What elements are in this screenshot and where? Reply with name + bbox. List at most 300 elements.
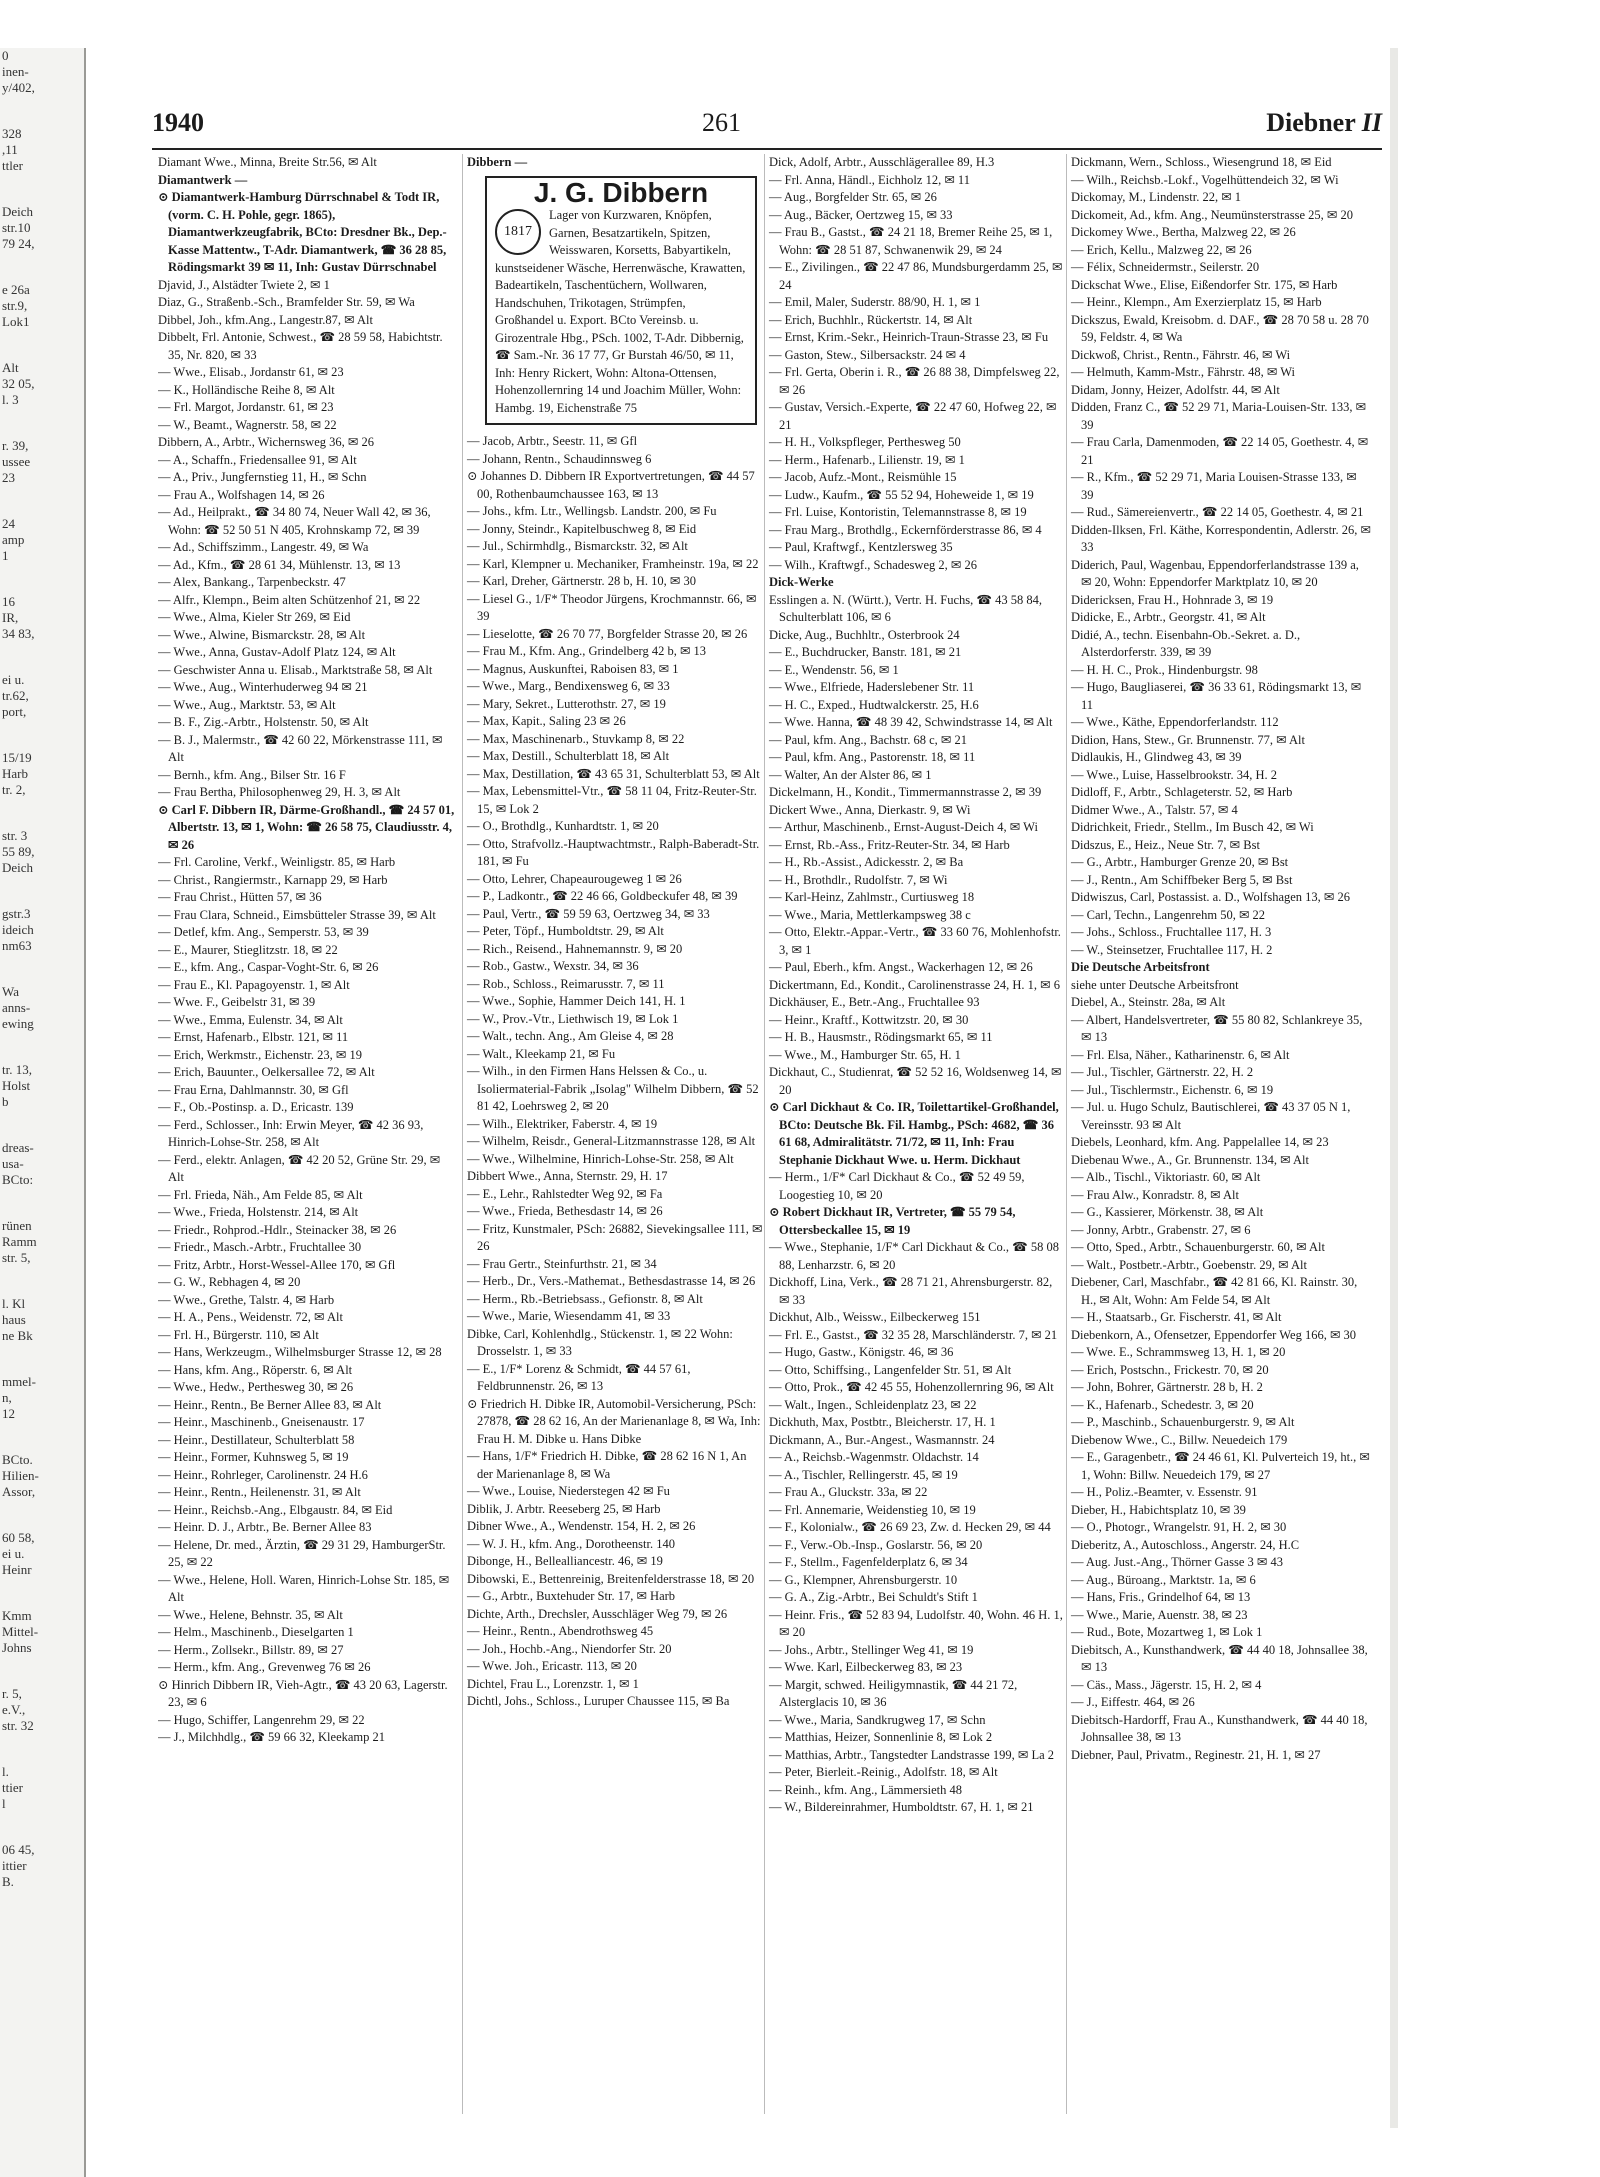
directory-entry: — Frl. H., Bürgerstr. 110, ✉ Alt: [158, 1327, 319, 1342]
directory-entry: ⊙ Johannes D. Dibbern IR Exportvertretungen, ☎ 44 57 00, Rothenbaumchaussee 163, ✉ 13: [467, 469, 755, 501]
edge-fragment: dreas-: [2, 1140, 34, 1155]
directory-entry: — Wwe., Aug., Marktstr. 53, ✉ Alt: [158, 697, 336, 712]
directory-entry: Didwiszus, Carl, Postassist. a. D., Wolfshagen 13, ✉ 26: [1071, 890, 1351, 904]
directory-entry: — Hugo, Schiffer, Langenrehm 29, ✉ 22: [158, 1712, 365, 1727]
directory-entry: — Frl. Caroline, Verkf., Weinligstr. 85, ✉ Harb: [158, 855, 396, 869]
directory-entry: — Matthias, Arbtr., Tangstedter Landstrasse 199, ✉ La 2: [769, 1747, 1055, 1762]
directory-entry: ⊙ Hinrich Dibbern IR, Vieh-Agtr., ☎ 43 20 63, Lagerstr. 23, ✉ 6: [158, 1677, 448, 1709]
edge-fragment: mmel-: [2, 1374, 36, 1389]
directory-entry: ⊙ Friedrich H. Dibke IR, Automobil-Versicherung, PSch: 27878, ☎ 28 62 16, An der Marienanlage 8, ✉ Wa, Inh: Frau H. M. Dibke u. Hans Dibke: [467, 1396, 761, 1446]
directory-entry: Didloff, F., Arbtr., Schlageterstr. 52, ✉ Harb: [1071, 785, 1293, 799]
directory-entry: — Paul, Eberh., kfm. Angst., Wackerhagen 12, ✉ 26: [769, 960, 1033, 974]
directory-entry: — Peter, Töpf., Humboldtstr. 29, ✉ Alt: [467, 924, 664, 938]
directory-entry: — Herm., Rb.-Betriebsass., Gefionstr. 8, ✉ Alt: [467, 1291, 703, 1306]
directory-entry: — Joh., Hochb.-Ang., Niendorfer Str. 20: [467, 1641, 672, 1656]
directory-entry: — Gaston, Stew., Silbersackstr. 24 ✉ 4: [769, 347, 966, 362]
edge-fragment: ei u.: [2, 672, 25, 687]
directory-entry: Dickhaut, C., Studienrat, ☎ 52 52 16, Woldsenweg 14, ✉ 20: [769, 1065, 1062, 1097]
directory-entry: — W. J. H., kfm. Ang., Dorotheenstr. 140: [467, 1536, 675, 1551]
directory-entry: — Heinr., Klempn., Am Exerzierplatz 15, ✉ Harb: [1071, 295, 1322, 309]
directory-entry: Diebener, Carl, Maschfabr., ☎ 42 81 66, Kl. Rainstr. 30, H., ✉ Alt, Wohn: Am Felde 54, ✉ Alt: [1071, 1275, 1358, 1307]
directory-entry: — Frau Gertr., Steinfurthstr. 21, ✉ 34: [467, 1256, 657, 1271]
directory-entry: Didden-Ilksen, Frl. Käthe, Korrespondentin, Adlerstr. 26, ✉ 33: [1071, 522, 1371, 554]
directory-entry: Dickhäuser, E., Betr.-Ang., Fruchtallee 93: [769, 995, 980, 1009]
directory-entry: — Bernh., kfm. Ang., Bilser Str. 16 F: [158, 767, 346, 782]
directory-entry: — Herm., kfm. Ang., Grevenweg 76 ✉ 26: [158, 1660, 371, 1674]
advertisement-box: [485, 176, 757, 426]
directory-entry: — Rich., Reisend., Hahnemannstr. 9, ✉ 20: [467, 941, 683, 956]
edge-fragment: ittier: [2, 1858, 27, 1873]
edge-spacer: [0, 720, 84, 750]
directory-entry: — Wwe., Wilhelmine, Hinrich-Lohse-Str. 258, ✉ Alt: [467, 1151, 734, 1166]
directory-entry: — Wwe., Elisab., Jordanstr 61, ✉ 23: [158, 365, 344, 379]
directory-entry: — G. A., Zig.-Arbtr., Bei Schuldt's Stift 1: [769, 1590, 978, 1604]
edge-fragment: 16: [2, 594, 15, 609]
directory-entry: — Heinr., Kraftf., Kottwitzstr. 20, ✉ 30: [769, 1012, 969, 1027]
directory-entry: — Wwe., Maria, Mettlerkampsweg 38 c: [769, 907, 971, 922]
directory-entry: — Ernst, Hafenarb., Elbstr. 121, ✉ 11: [158, 1030, 349, 1044]
edge-fragment: ,11: [2, 142, 18, 157]
column-4: [1066, 154, 1371, 2114]
directory-entry: Didam, Jonny, Heizer, Adolfstr. 44, ✉ Alt: [1071, 382, 1280, 397]
directory-entry: — Albert, Handelsvertreter, ☎ 55 80 82, Schlankreye 35, ✉ 13: [1071, 1012, 1363, 1044]
directory-entry: Diebitsch-Hardorff, Frau A., Kunsthandwerk, ☎ 44 40 18, Johnsallee 38, ✉ 13: [1071, 1712, 1368, 1744]
directory-entry: — Otto, Elektr.-Appar.-Vertr., ☎ 33 60 76, Mohlenhofstr. 3, ✉ 1: [769, 925, 1061, 957]
directory-entry: Diamantwerk —: [158, 172, 248, 187]
directory-entry: Dickomeit, Ad., kfm. Ang., Neumünsterstrasse 25, ✉ 20: [1071, 207, 1353, 222]
directory-entry: — Max, Lebensmittel-Vtr., ☎ 58 11 04, Fritz-Reuter-Str. 15, ✉ Lok 2: [467, 784, 757, 816]
directory-entry: — Johs., Arbtr., Stellinger Weg 41, ✉ 19: [769, 1642, 974, 1657]
directory-entry: — Frl. Luise, Kontoristin, Telemannstrasse 8, ✉ 19: [769, 505, 1027, 519]
directory-entry: Diebenow Wwe., C., Billw. Neuedeich 179: [1071, 1432, 1288, 1447]
directory-entry: — Frau E., Kl. Papagoyenstr. 1, ✉ Alt: [158, 977, 350, 992]
edge-fragment: 12: [2, 1406, 15, 1421]
edge-fragment: ei u.: [2, 1546, 25, 1561]
directory-entry: — Wwe., Sophie, Hammer Deich 141, H. 1: [467, 994, 686, 1008]
directory-entry: — Wwe., Aug., Winterhuderweg 94 ✉ 21: [158, 680, 368, 694]
directory-entry: — Otto, Lehrer, Chapeaurougeweg 1 ✉ 26: [467, 871, 682, 886]
directory-entry: ⊙ Carl Dickhaut & Co. IR, Toilettartikel-Großhandel, BCto: Deutsche Bk. Fil. Hambg., PSch: 4682, ☎ 36 61 68, Admiralitätstr. 71/72, ✉ 11, Inh: Frau Stephanie Dickhaut Wwe. u. Herm. Dickhaut: [769, 1100, 1059, 1167]
page-number: 261: [702, 108, 741, 137]
directory-entry: — Frl. Anna, Händl., Eichholz 12, ✉ 11: [769, 172, 970, 187]
edge-spacer: [0, 330, 84, 360]
directory-entry: — Wwe., Stephanie, 1/F* Carl Dickhaut & Co., ☎ 58 08 88, Lenharzstr. 6, ✉ 20: [769, 1240, 1059, 1272]
edge-fragment: e 26a: [2, 282, 30, 297]
directory-entry: — Ludw., Kaufm., ☎ 55 52 94, Hoheweide 1, ✉ 19: [769, 487, 1034, 502]
directory-entry: — Johs., kfm. Ltr., Wellingsb. Landstr. 200, ✉ Fu: [467, 504, 717, 518]
directory-entry: — Wwe., Helene, Holl. Waren, Hinrich-Lohse Str. 185, ✉ Alt: [158, 1572, 450, 1604]
directory-entry: — Fritz, Kunstmaler, PSch: 26882, Sievekingsallee 111, ✉ 26: [467, 1221, 763, 1253]
edge-spacer: [0, 1734, 84, 1764]
directory-entry: — Herb., Dr., Vers.-Mathemat., Bethesdastrasse 14, ✉ 26: [467, 1274, 756, 1288]
edge-fragment: Hilien-: [2, 1468, 39, 1483]
directory-entry: Didié, A., techn. Eisenbahn-Ob.-Sekret. a. D., Alsterdorferstr. 339, ✉ 39: [1071, 627, 1301, 659]
edge-spacer: [0, 798, 84, 828]
directory-entry: — Hugo, Gastw., Königstr. 46, ✉ 36: [769, 1345, 954, 1359]
directory-entry: Dickszus, Ewald, Kreisobm. d. DAF., ☎ 28 70 58 u. 28 70 59, Feldstr. 4, ✉ Wa: [1071, 312, 1369, 344]
directory-entry: Dicke, Aug., Buchhltr., Osterbrook 24: [769, 627, 960, 642]
edge-fragment: e.V.,: [2, 1702, 26, 1717]
edge-spacer: [0, 1656, 84, 1686]
directory-entry: — Reinh., kfm. Ang., Lämmersieth 48: [769, 1782, 963, 1797]
directory-entry: — W., Bildereinrahmer, Humboldtstr. 67, H. 1, ✉ 21: [769, 1800, 1034, 1814]
edge-fragment: amp: [2, 532, 25, 547]
edge-spacer: [0, 1812, 84, 1842]
edge-fragment: 328: [2, 126, 22, 141]
edge-fragment: Heinr: [2, 1562, 32, 1577]
directory-entry: — Otto, Strafvollz.-Hauptwachtmstr., Ralph-Baberadt-Str. 181, ✉ Fu: [467, 836, 760, 868]
directory-entry: — Johs., Schloss., Fruchtallee 117, H. 3: [1071, 925, 1272, 939]
directory-entry: — A., Schaffn., Friedensallee 91, ✉ Alt: [158, 452, 357, 467]
edge-fragment: BCto:: [2, 1172, 34, 1187]
directory-entry: — Félix, Schneidermstr., Seilerstr. 20: [1071, 260, 1260, 274]
edge-fragment: 79 24,: [2, 236, 35, 251]
directory-entry: — Wwe. Hanna, ☎ 48 39 42, Schwindstrasse 14, ✉ Alt: [769, 715, 1053, 729]
edge-spacer: [0, 486, 84, 516]
directory-entry: — H. B., Hausmstr., Rödingsmarkt 65, ✉ 11: [769, 1030, 993, 1044]
directory-entry: — W., Prov.-Vtr., Liethwisch 19, ✉ Lok 1: [467, 1011, 679, 1026]
directory-entry: Die Deutsche Arbeitsfront: [1071, 960, 1210, 974]
directory-entry: — Hans, Werkzeugm., Wilhelmsburger Strasse 12, ✉ 28: [158, 1345, 442, 1359]
directory-entry: — K., Holländische Reihe 8, ✉ Alt: [158, 382, 335, 397]
directory-entry: — E., Garagenbetr., ☎ 24 46 61, Kl. Pulverteich 19, ht., ✉ 1, Wohn: Billw. Neuedeich 179, ✉ 27: [1071, 1450, 1370, 1482]
directory-entry: — Wilh., in den Firmen Hans Helssen & Co., u. Isoliermaterial-Fabrik „Isolag" Wilhelm Dibbern, ☎ 52 81 42, Loehrsweg 2, ✉ 20: [467, 1064, 759, 1113]
edge-fragment: Mittel-: [2, 1624, 39, 1639]
edge-fragment: r. 5,: [2, 1686, 22, 1701]
directory-entry: — H. C., Exped., Hudtwalckerstr. 25, H.6: [769, 697, 979, 712]
directory-entry: — E., 1/F* Lorenz & Schmidt, ☎ 44 57 61, Feldbrunnenstr. 26, ✉ 13: [467, 1361, 691, 1393]
directory-entry: — Paul, Kraftwgf., Kentzlersweg 35: [769, 540, 953, 554]
directory-entry: — Jacob, Aufz.-Mont., Reismühle 15: [769, 470, 957, 484]
directory-entry: — J., Milchhdlg., ☎ 59 66 32, Kleekamp 21: [158, 1730, 386, 1744]
edge-fragment: 1: [2, 548, 9, 563]
directory-entry: Diaz, G., Straßenb.-Sch., Bramfelder Str. 59, ✉ Wa: [158, 295, 415, 309]
directory-entry: — Frau Alw., Konradstr. 8, ✉ Alt: [1071, 1187, 1239, 1202]
directory-entry: — Alfr., Klempn., Beim alten Schützenhof 21, ✉ 22: [158, 592, 421, 607]
edge-fragment: Ramm: [2, 1234, 37, 1249]
directory-entry: Dichte, Arth., Drechsler, Ausschläger Weg 79, ✉ 26: [467, 1606, 728, 1621]
edge-fragment: ideich: [2, 922, 34, 937]
directory-entry: — H., Staatsarb., Gr. Fischerstr. 41, ✉ Alt: [1071, 1310, 1282, 1324]
edge-fragment: IR,: [2, 610, 19, 625]
edge-fragment: y/402,: [2, 80, 35, 95]
directory-entry: Didericksen, Frau H., Hohnrade 3, ✉ 19: [1071, 592, 1274, 607]
directory-entry: Dickert Wwe., Anna, Dierkastr. 9, ✉ Wi: [769, 802, 971, 817]
directory-entry: — Heinr., Rentn., Heilenenstr. 31, ✉ Alt: [158, 1485, 361, 1499]
directory-entry: — W., Steinsetzer, Fruchtallee 117, H. 2: [1071, 942, 1273, 957]
directory-entry: — Peter, Bierleit.-Reinig., Adolfstr. 18, ✉ Alt: [769, 1765, 998, 1779]
directory-entry: — Heinr., Maschinenb., Gneisenaustr. 17: [158, 1415, 365, 1429]
directory-entry: — F., Kolonialw., ☎ 26 69 23, Zw. d. Hecken 29, ✉ 44: [769, 1520, 1051, 1534]
edge-fragment: str. 5,: [2, 1250, 31, 1265]
directory-entry: ⊙ Robert Dickhaut IR, Vertreter, ☎ 55 79 54, Ottersbeckallee 15, ✉ 19: [769, 1205, 1016, 1237]
edge-spacer: [0, 954, 84, 984]
directory-entry: — Max, Destillation, ☎ 43 65 31, Schulterblatt 53, ✉ Alt: [467, 766, 760, 781]
directory-entry: Dibke, Carl, Kohlenhdlg., Stückenstr. 1, ✉ 22 Wohn: Drosselstr. 1, ✉ 33: [467, 1326, 733, 1358]
directory-entry: — H., Rb.-Assist., Adickesstr. 2, ✉ Ba: [769, 855, 964, 869]
directory-entry: — Jacob, Arbtr., Seestr. 11, ✉ Gfl: [467, 434, 638, 448]
directory-entry: Diderich, Paul, Wagenbau, Eppendorferlandstrasse 139 a, ✉ 20, Wohn: Eppendorfer Marktplatz 10, ✉ 20: [1071, 557, 1359, 589]
edge-spacer: [0, 1110, 84, 1140]
edge-fragment: b: [2, 1094, 9, 1109]
directory-entry: — Hans, kfm. Ang., Röperstr. 6, ✉ Alt: [158, 1362, 353, 1377]
edge-fragment: l. Kl: [2, 1296, 26, 1311]
directory-entry: — Wwe., Frieda, Holstenstr. 214, ✉ Alt: [158, 1205, 359, 1219]
directory-entry: — Helene, Dr. med., Ärztin, ☎ 29 31 29, HamburgerStr. 25, ✉ 22: [158, 1537, 446, 1569]
directory-entry: Diebitsch, A., Kunsthandwerk, ☎ 44 40 18, Johnsallee 38, ✉ 13: [1071, 1642, 1368, 1674]
directory-entry: — Wwe. Karl, Eilbeckerweg 83, ✉ 23: [769, 1660, 963, 1674]
directory-entry: — Erich, Postschn., Frickestr. 70, ✉ 20: [1071, 1362, 1269, 1377]
directory-entry: — Mary, Sekret., Lutterothstr. 27, ✉ 19: [467, 696, 666, 711]
directory-entry: — Herm., Hafenarb., Lilienstr. 19, ✉ 1: [769, 452, 965, 467]
edge-fragment: Kmm: [2, 1608, 32, 1623]
directory-entry: — G., Klempner, Ahrensburgerstr. 10: [769, 1572, 958, 1587]
edge-fragment: Holst: [2, 1078, 31, 1093]
directory-entry: Djavid, J., Alstädter Twiete 2, ✉ 1: [158, 277, 330, 292]
directory-entry: — Karl, Klempner u. Mechaniker, Framheinstr. 19a, ✉ 22: [467, 556, 759, 571]
directory-entry: — John, Bohrer, Gärtnerstr. 28 b, H. 2: [1071, 1380, 1263, 1394]
directory-entry: — Detlef, kfm. Ang., Semperstr. 53, ✉ 39: [158, 925, 369, 939]
directory-entry: — Erich, Buchhlr., Rückertstr. 14, ✉ Alt: [769, 312, 973, 327]
edge-fragment: BCto.: [2, 1452, 33, 1467]
directory-entry: — A., Tischler, Rellingerstr. 45, ✉ 19: [769, 1467, 958, 1482]
directory-entry: — Otto, Sped., Arbtr., Schauenburgerstr. 60, ✉ Alt: [1071, 1240, 1325, 1254]
directory-entry: — W., Beamt., Wagnerstr. 58, ✉ 22: [158, 417, 337, 432]
directory-entry: — Frl. Margot, Jordanstr. 61, ✉ 23: [158, 400, 334, 414]
directory-entry: — H., Poliz.-Beamter, v. Essenstr. 91: [1071, 1485, 1258, 1499]
edge-fragment: haus: [2, 1312, 26, 1327]
edge-spacer: [0, 1344, 84, 1374]
directory-entry: Diblik, J. Arbtr. Reeseberg 25, ✉ Harb: [467, 1501, 661, 1516]
directory-entry: — Arthur, Maschinenb., Ernst-August-Deich 4, ✉ Wi: [769, 820, 1038, 834]
directory-entry: — Erich, Werkmstr., Eichenstr. 23, ✉ 19: [158, 1047, 362, 1062]
directory-entry: Didicke, E., Arbtr., Georgstr. 41, ✉ Alt: [1071, 610, 1266, 624]
edge-spacer: [0, 564, 84, 594]
edge-fragment: ttier: [2, 1780, 23, 1795]
directory-entry: — Ad., Kfm., ☎ 28 61 34, Mühlenstr. 13, ✉ 13: [158, 557, 401, 572]
directory-entry: — Frau B., Gastst., ☎ 24 21 18, Bremer Reihe 25, ✉ 1, Wohn: ☎ 28 51 87, Schwanenwik 29, ✉ 24: [769, 225, 1053, 257]
running-head: [1266, 108, 1382, 138]
directory-entry: — Carl, Techn., Langenrehm 50, ✉ 22: [1071, 907, 1266, 922]
page-shadow: [1390, 48, 1398, 2128]
directory-entry: Diebenau Wwe., A., Gr. Brunnenstr. 134, ✉ Alt: [1071, 1152, 1309, 1167]
directory-entry: — H. H. C., Prok., Hindenburgstr. 98: [1071, 662, 1258, 677]
directory-entry: — Wwe. Joh., Ericastr. 113, ✉ 20: [467, 1659, 637, 1673]
edge-fragment: usa-: [2, 1156, 24, 1171]
edge-spacer: [0, 1578, 84, 1608]
directory-entry: Dickomay, M., Lindenstr. 22, ✉ 1: [1071, 190, 1242, 204]
edge-spacer: [0, 1422, 84, 1452]
directory-entry: — P., Maschinb., Schauenburgerstr. 9, ✉ Alt: [1071, 1415, 1295, 1429]
directory-entry: — Wwe., Anna, Gustav-Adolf Platz 124, ✉ Alt: [158, 645, 396, 659]
directory-entry: — F., Stellm., Fagenfelderplatz 6, ✉ 34: [769, 1555, 968, 1569]
directory-entry: — Wwe. E., Schrammsweg 13, H. 1, ✉ 20: [1071, 1345, 1286, 1359]
edge-spacer: [0, 1500, 84, 1530]
directory-entry: — Helm., Maschinenb., Dieselgarten 1: [158, 1625, 354, 1639]
directory-entry: — Ernst, Rb.-Ass., Fritz-Reuter-Str. 34, ✉ Harb: [769, 837, 1010, 852]
directory-entry: — Ernst, Krim.-Sekr., Heinrich-Traun-Strasse 23, ✉ Fu: [769, 330, 1049, 344]
edge-fragment: tr.62,: [2, 688, 29, 703]
directory-entry: Dibbern, A., Arbtr., Wichernsweg 36, ✉ 26: [158, 435, 374, 449]
edge-spacer: [0, 174, 84, 204]
edge-fragment: tr. 13,: [2, 1062, 32, 1077]
directory-entry: — Max, Kapit., Saling 23 ✉ 26: [467, 714, 626, 728]
directory-entry: — E., Lehr., Rahlstedter Weg 92, ✉ Fa: [467, 1186, 663, 1201]
directory-entry: — Wwe., Emma, Eulenstr. 34, ✉ Alt: [158, 1012, 343, 1027]
directory-entry: — Johann, Rentn., Schaudinnsweg 6: [467, 451, 652, 466]
directory-entry: Diamant Wwe., Minna, Breite Str.56, ✉ Alt: [158, 155, 377, 169]
directory-entry: — Wwe., Hedw., Perthesweg 30, ✉ 26: [158, 1380, 354, 1394]
directory-entry: — Christ., Rangiermstr., Karnapp 29, ✉ Harb: [158, 872, 388, 887]
directory-entry: Diebels, Leonhard, kfm. Ang. Pappelallee 14, ✉ 23: [1071, 1135, 1329, 1149]
column-2: [462, 154, 763, 2114]
directory-entry: — Heinr. D. J., Arbtr., Be. Berner Allee 83: [158, 1520, 372, 1534]
directory-entry: — Otto, Schiffsing., Langenfelder Str. 51, ✉ Alt: [769, 1362, 1012, 1377]
directory-entry: siehe unter Deutsche Arbeitsfront: [1071, 977, 1239, 992]
directory-entry: — Wilhelm, Reisdr., General-Litzmannstrasse 128, ✉ Alt: [467, 1134, 756, 1148]
directory-entry: — Wwe., M., Hamburger Str. 65, H. 1: [769, 1047, 961, 1062]
directory-entry: — Jonny, Steindr., Kapitelbuschweg 8, ✉ Eid: [467, 521, 697, 536]
edge-fragment: Wa: [2, 984, 19, 999]
directory-entry: Dickschat Wwe., Elise, Eißendorfer Str. 175, ✉ Harb: [1071, 277, 1338, 292]
directory-entry: — Frau Carla, Damenmoden, ☎ 22 14 05, Goethestr. 4, ✉ 21: [1071, 435, 1369, 467]
directory-entry: Dickhoff, Lina, Verk., ☎ 28 71 21, Ahrensburgerstr. 82, ✉ 33: [769, 1275, 1053, 1307]
directory-entry: — Hugo, Baugliaserei, ☎ 36 33 61, Rödingsmarkt 13, ✉ 11: [1071, 680, 1362, 712]
edge-fragment: n,: [2, 1390, 12, 1405]
directory-entry: Dibbelt, Frl. Antonie, Schwest., ☎ 28 59 58, Habichtstr. 35, Nr. 820, ✉ 33: [158, 330, 443, 362]
directory-entry: Diebner, Paul, Privatm., Reginestr. 21, H. 1, ✉ 27: [1071, 1747, 1321, 1762]
edge-fragment: str.10: [2, 220, 31, 235]
directory-entry: — B. J., Malermstr., ☎ 42 60 22, Mörkenstrasse 111, ✉ Alt: [158, 732, 443, 764]
directory-entry: — Karl, Dreher, Gärtnerstr. 28 b, H. 10, ✉ 30: [467, 574, 697, 588]
directory-entry: — Helmuth, Kamm-Mstr., Fährstr. 48, ✉ Wi: [1071, 365, 1295, 379]
directory-entry: — G., Arbtr., Buxtehuder Str. 17, ✉ Harb: [467, 1589, 676, 1603]
directory-entry: — Jul., Tischlermstr., Eichenstr. 6, ✉ 19: [1071, 1082, 1274, 1097]
directory-entry: — Friedr., Rohprod.-Hdlr., Steinacker 38, ✉ 26: [158, 1222, 397, 1237]
directory-entry: Esslingen a. N. (Württ.), Vertr. H. Fuchs, ☎ 43 58 84, Schulterblatt 106, ✉ 6: [769, 592, 1042, 624]
directory-entry: — Rud., Bote, Mozartweg 1, ✉ Lok 1: [1071, 1625, 1263, 1639]
directory-entry: Dibbel, Joh., kfm.Ang., Langestr.87, ✉ Alt: [158, 312, 373, 327]
directory-entry: — Frl. Frieda, Näh., Am Felde 85, ✉ Alt: [158, 1187, 363, 1202]
directory-entry: — Ad., Schiffszimm., Langestr. 49, ✉ Wa: [158, 540, 369, 554]
running-head-name: Diebner: [1266, 108, 1356, 137]
directory-entry: — F., Verw.-Ob.-Insp., Goslarstr. 56, ✉ 20: [769, 1537, 983, 1552]
directory-entry: — Heinr. Fris., ☎ 52 83 94, Ludolfstr. 40, Wohn. 46 H. 1, ✉ 20: [769, 1607, 1063, 1639]
directory-entry: — Emil, Maler, Suderstr. 88/90, H. 1, ✉ 1: [769, 295, 981, 309]
directory-entry: — Frau Marg., Brothdlg., Eckernförderstrasse 86, ✉ 4: [769, 522, 1042, 537]
directory-page: [92, 48, 1390, 2128]
directory-entry: Dick, Adolf, Arbtr., Ausschlägerallee 89, H.3: [769, 155, 995, 169]
directory-entry: — H., Brothdlr., Rudolfstr. 7, ✉ Wi: [769, 872, 948, 887]
directory-entry: — B. F., Zig.-Arbtr., Holstenstr. 50, ✉ Alt: [158, 715, 369, 729]
directory-entry: — Matthias, Heizer, Sonnenlinie 8, ✉ Lok 2: [769, 1730, 993, 1744]
edge-spacer: [0, 1266, 84, 1296]
edge-fragment: str. 3: [2, 828, 28, 843]
edge-fragment: Harb: [2, 766, 28, 781]
edge-fragment: rünen: [2, 1218, 32, 1233]
directory-entry: — Wilh., Elektriker, Faberstr. 4, ✉ 19: [467, 1116, 658, 1131]
edge-fragment: str. 32: [2, 1718, 34, 1733]
column-1: [158, 154, 458, 2114]
page-header: [152, 108, 1382, 148]
directory-entry: — Aug., Borgfelder Str. 65, ✉ 26: [769, 190, 937, 204]
directory-entry: — R., Kfm., ☎ 52 29 71, Maria Louisen-Strasse 133, ✉ 39: [1071, 470, 1357, 502]
directory-entry: — O., Brothdlg., Kunhardtstr. 1, ✉ 20: [467, 819, 659, 833]
edge-fragment: l. 3: [2, 392, 19, 407]
directory-entry: — Wwe., Grethe, Talstr. 4, ✉ Harb: [158, 1292, 335, 1307]
edge-fragment: ewing: [2, 1016, 34, 1031]
directory-entry: — Heinr., Rohrleger, Carolinenstr. 24 H.6: [158, 1467, 368, 1482]
directory-entry: — Paul, kfm. Ang., Bachstr. 68 c, ✉ 21: [769, 732, 967, 747]
directory-entry: — Walt., Ingen., Schleidenplatz 23, ✉ 22: [769, 1397, 977, 1412]
directory-entry: — Frau Christ., Hütten 57, ✉ 36: [158, 890, 322, 904]
directory-entry: — Erich, Kellu., Malzweg 22, ✉ 26: [1071, 242, 1252, 257]
directory-entry: — F., Ob.-Postinsp. a. D., Ericastr. 139: [158, 1100, 354, 1114]
edge-fragment: tr. 2,: [2, 782, 26, 797]
directory-entry: Dickhut, Alb., Weissw., Eilbeckerweg 151: [769, 1310, 981, 1324]
directory-entry: — Geschwister Anna u. Elisab., Marktstraße 58, ✉ Alt: [158, 662, 433, 677]
directory-entry: — E., Buchdrucker, Banstr. 181, ✉ 21: [769, 645, 962, 659]
edge-fragment: ne Bk: [2, 1328, 33, 1343]
directory-entry: — Magnus, Auskunftei, Raboisen 83, ✉ 1: [467, 661, 679, 676]
directory-entry: — G. W., Rebhagen 4, ✉ 20: [158, 1275, 301, 1289]
directory-entry: Didion, Hans, Stew., Gr. Brunnenstr. 77, ✉ Alt: [1071, 732, 1305, 747]
directory-entry: Dichtl, Johs., Schloss., Luruper Chaussee 115, ✉ Ba: [467, 1694, 730, 1708]
directory-entry: — Frl. Gerta, Oberin i. R., ☎ 26 88 38, Dimpfelsweg 22, ✉ 26: [769, 365, 1060, 397]
directory-entry: — Aug., Bäcker, Oertzweg 15, ✉ 33: [769, 207, 953, 222]
directory-entry: — Rob., Gastw., Wexstr. 34, ✉ 36: [467, 959, 639, 973]
directory-entry: — Max, Maschinenarb., Stuvkamp 8, ✉ 22: [467, 731, 685, 746]
edge-fragment: Deich: [2, 204, 34, 219]
directory-entry: Dickomey Wwe., Bertha, Malzweg 22, ✉ 26: [1071, 225, 1296, 239]
directory-entry: — Ad., Heilprakt., ☎ 34 80 74, Neuer Wall 42, ✉ 36, Wohn: ☎ 52 50 51 N 405, Krohnskamp 72, ✉ 39: [158, 505, 431, 537]
directory-entry: Didrichkeit, Friedr., Stellm., Im Busch 42, ✉ Wi: [1071, 820, 1314, 834]
directory-entry: — Jonny, Arbtr., Grabenstr. 27, ✉ 6: [1071, 1222, 1251, 1237]
directory-entry: — Herm., 1/F* Carl Dickhaut & Co., ☎ 52 49 59, Loogestieg 10, ✉ 20: [769, 1170, 1025, 1202]
directory-entry: — Wwe., Marie, Wiesendamm 41, ✉ 33: [467, 1309, 671, 1323]
directory-entry: — Herm., Zollsekr., Billstr. 89, ✉ 27: [158, 1642, 344, 1657]
directory-entry: — Hans, Fris., Grindelhof 64, ✉ 13: [1071, 1590, 1251, 1604]
directory-entry: — Walter, An der Alster 86, ✉ 1: [769, 767, 932, 782]
directory-entry: — Frau M., Kfm. Ang., Grindelberg 42 b, ✉ 13: [467, 644, 707, 658]
directory-entry: — Alb., Tischl., Viktoriastr. 60, ✉ Alt: [1071, 1170, 1261, 1184]
directory-entry: — Frl. E., Gastst., ☎ 32 35 28, Marschländerstr. 7, ✉ 21: [769, 1327, 1058, 1342]
directory-entry: Dickhuth, Max, Postbtr., Bleicherstr. 17, H. 1: [769, 1415, 996, 1429]
directory-entry: — Walt., Kleekamp 21, ✉ Fu: [467, 1046, 616, 1061]
directory-entry: — Fritz, Arbtr., Horst-Wessel-Allee 170, ✉ Gfl: [158, 1257, 396, 1272]
edge-fragment: Lok1: [2, 314, 30, 329]
directory-entry: — Wwe. F., Geibelstr 31, ✉ 39: [158, 995, 316, 1009]
edge-fragment: 34 83,: [2, 626, 35, 641]
directory-entry: — Ferd., Schlosser., Inh: Erwin Meyer, ☎ 42 36 93, Hinrich-Lohse-Str. 258, ✉ Alt: [158, 1117, 424, 1149]
directory-entry: Didden, Franz C., ☎ 52 29 71, Maria-Louisen-Str. 133, ✉ 39: [1071, 400, 1367, 432]
directory-entry: — A., Reichsb.-Wagenmstr. Oldachstr. 14: [769, 1450, 979, 1464]
edge-fragment: nm63: [2, 938, 32, 953]
edge-spacer: [0, 1188, 84, 1218]
directory-entry: — Erich, Bauunter., Oelkersallee 72, ✉ Alt: [158, 1065, 375, 1079]
edge-spacer: [0, 252, 84, 282]
directory-entry: Dibonge, H., Bellealliancestr. 46, ✉ 19: [467, 1554, 663, 1568]
directory-entry: — Heinr., Former, Kuhnsweg 5, ✉ 19: [158, 1450, 349, 1464]
ad-text: Lager von Kurzwaren, Knöpfen, Garnen, Besatzartikeln, Spitzen, Weisswaren, Korsetts, Babyartikeln, kunstseidener Wäsche, Herrenwäsche, Krawatten, Badeartikeln, Taschentüchern, Wollwaren, Handschuhen, Trikotagen, Strümpfen, Großhandel u. Export. BCto Vereinsb. u. Girozentrale Hbg., PSch. 1002, T-Adr. Dibbernig, ☎ Sam.-Nr. 36 17 77, Gr Burstah 46/50, ✉ 11, Inh: Henry Rickert, Wohn: Altona-Ottensen, Hohenzollernring 14 und Joachim Müller, Wohn: Hambg. 19, Eichenstraße 75: [495, 208, 746, 415]
directory-entry: Dick-Werke: [769, 575, 834, 589]
directory-entry: Didlaukis, H., Glindweg 43, ✉ 39: [1071, 750, 1242, 764]
column-2-lead: Dibbern —: [467, 155, 528, 169]
ad-title: J. G. Dibbern: [533, 176, 709, 208]
ad-year-badge: 1817: [495, 209, 541, 255]
directory-entry: — Frau A., Wolfshagen 14, ✉ 26: [158, 487, 325, 502]
running-head-numeral: II: [1361, 108, 1382, 137]
